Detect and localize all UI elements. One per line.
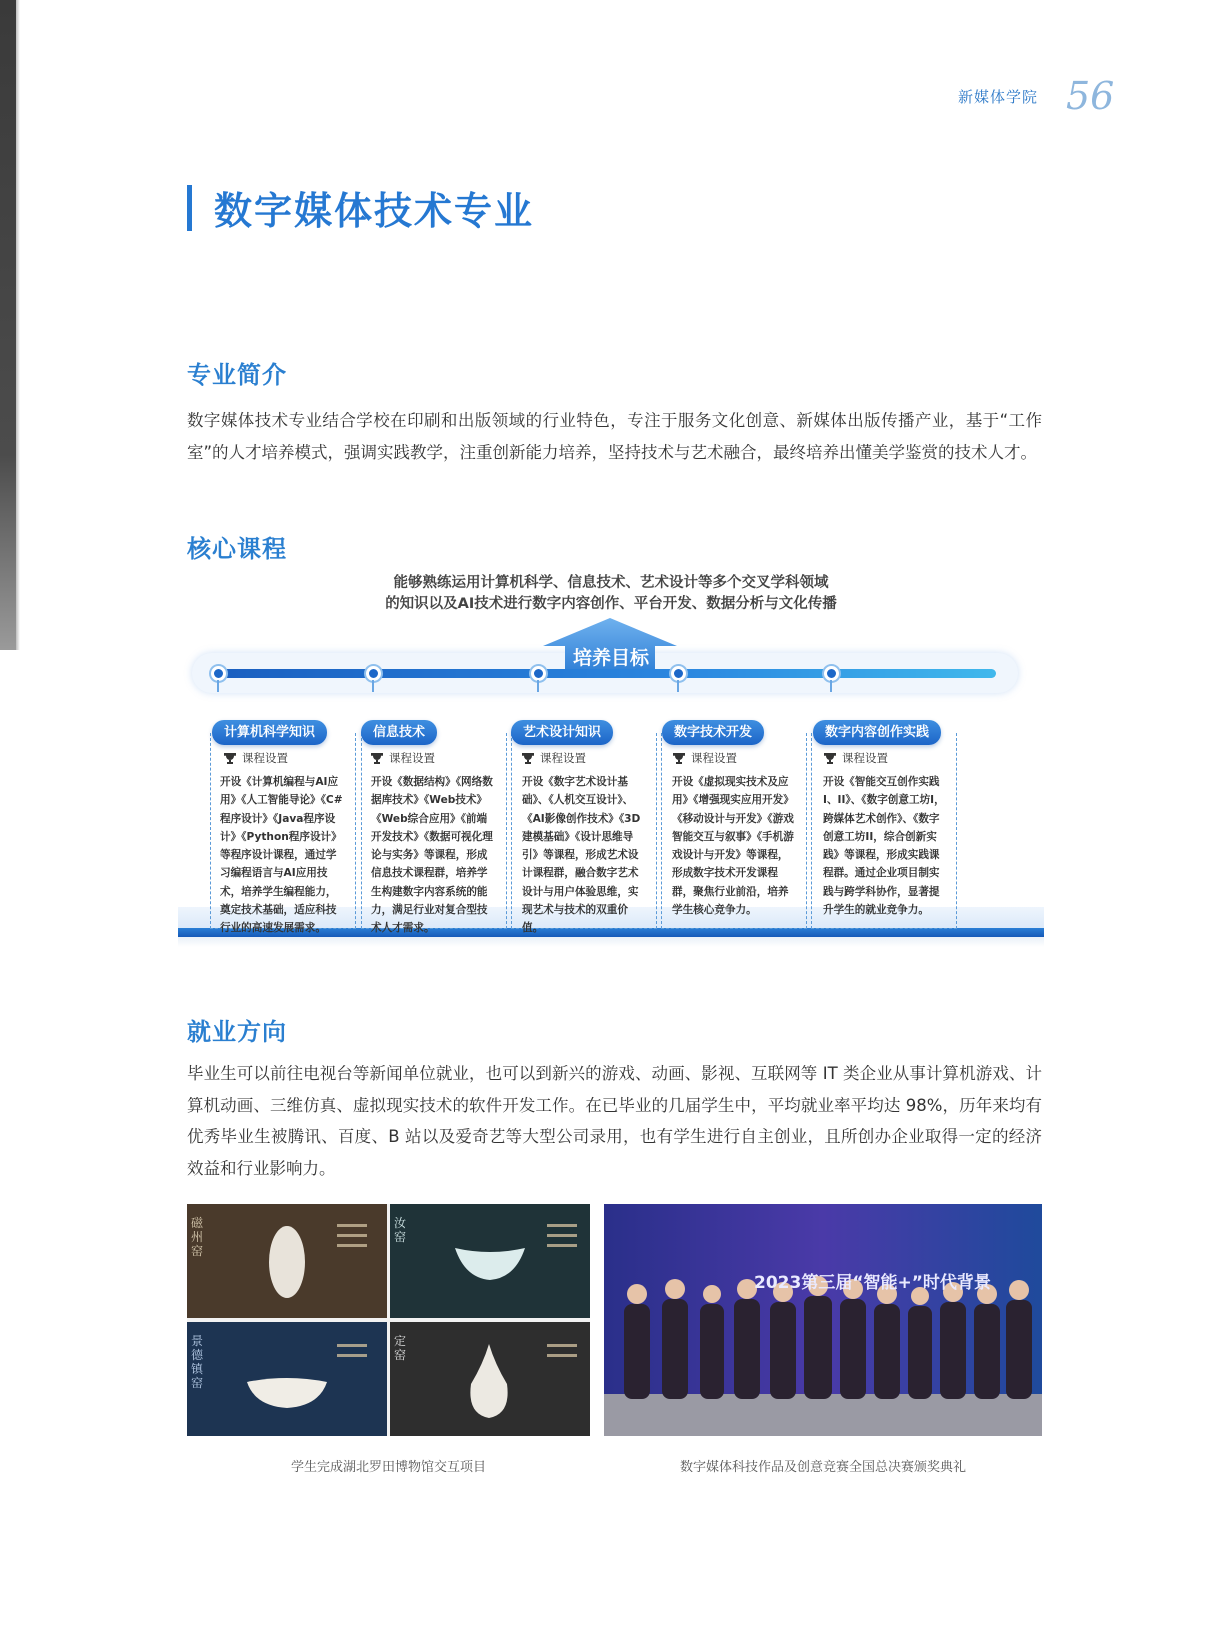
goal-statement <box>186 573 1036 615</box>
timeline-node <box>671 666 686 681</box>
timeline-stem <box>537 680 539 692</box>
collage-panel-label: 景德镇窑 <box>191 1334 204 1390</box>
course-card-title: 计算机科学知识 <box>212 720 327 745</box>
diagram-base-shadow <box>178 937 1044 947</box>
goal-line-1: 能够熟练运用计算机科学、信息技术、艺术设计等多个交叉学科领域 <box>393 575 829 591</box>
course-setting-label <box>371 750 435 766</box>
career-heading: 就业方向 <box>187 1018 287 1046</box>
award-ceremony-image <box>604 1204 1042 1436</box>
timeline-node <box>211 666 226 681</box>
page-title: 数字媒体技术专业 <box>214 189 535 233</box>
career-paragraph: 毕业生可以前往电视台等新闻单位就业，也可以到新兴的游戏、动画、影视、互联网等 IT 类企业从事计算机游戏、计算机动画、三维仿真、虚拟现实技术的软件开发工作。在已毕业的几届学生中，平均就业率平均达 98%，历年来均有优秀毕业生被腾讯、百度、B 站以及爱奇艺等大型公司录用，也有学生进行自主创业，且所创办企业取得一定的经济效益和行业影响力。 <box>187 1064 1042 1178</box>
course-card-text: 开设《计算机编程与AI应用》《人工智能导论》《C#程序设计》《Java程序设计》《Python程序设计》等程序设计课程，通过学习编程语言与AI应用技术，培养学生编程能力，奠定技术基础，适应科技行业的高速发展需求。 <box>220 776 343 935</box>
book-binding-edge <box>0 0 16 650</box>
trophy-icon <box>673 752 685 765</box>
trophy-icon <box>522 752 534 765</box>
timeline-stem <box>677 680 679 692</box>
binding-shadow <box>16 0 20 650</box>
course-setting-text: 课程设置 <box>540 751 586 765</box>
trophy-icon <box>224 752 236 765</box>
intro-paragraph: 数字媒体技术专业结合学校在印刷和出版领域的行业特色，专注于服务文化创意、新媒体出版传播产业，基于“工作室”的人才培养模式，强调实践教学，注重创新能力培养，坚持技术与艺术融合，最终培养出懂美学鉴赏的技术人才。 <box>187 411 1042 462</box>
course-setting-label <box>224 750 288 766</box>
goal-label: 培养目标 <box>572 647 649 669</box>
trophy-icon <box>371 752 383 765</box>
museum-project-collage <box>187 1204 590 1436</box>
intro-heading: 专业简介 <box>187 361 287 389</box>
museum-project-image <box>187 1204 590 1436</box>
course-card-title: 艺术设计知识 <box>511 720 613 745</box>
title-accent-bar <box>187 185 192 231</box>
timeline-stem <box>830 680 832 692</box>
trophy-icon <box>824 752 836 765</box>
course-setting-text: 课程设置 <box>389 751 435 765</box>
course-card-text: 开设《智能交互创作实践I、II》、《数字创意工坊I，跨媒体艺术创作》、《数字创意工坊II，综合创新实践》等课程，形成实践课程群。通过企业项目制实践与跨学科协作，显著提升学生的就业竞争力。 <box>823 776 945 917</box>
collage-panel-label: 定窑 <box>394 1334 407 1362</box>
college-name: 新媒体学院 <box>958 88 1039 106</box>
course-card-text: 开设《虚拟现实技术及应用》《增强现实应用开发》《移动设计与开发》《游戏智能交互与叙事》《手机游戏设计与开发》等课程，形成数字技术开发课程群，聚焦行业前沿，培养学生核心竞争力。 <box>672 776 794 917</box>
right-photo-caption: 数字媒体科技作品及创意竞赛全国总决赛颁奖典礼 <box>679 1460 966 1475</box>
course-card-title: 信息技术 <box>361 720 437 745</box>
timeline-stem <box>372 680 374 692</box>
core-heading: 核心课程 <box>187 535 287 563</box>
collage-panel-label: 磁州窑 <box>191 1216 204 1258</box>
timeline-node <box>824 666 839 681</box>
course-setting-label <box>673 750 737 766</box>
stage-banner-text: 2023第三届“智能+”时代背景 <box>754 1273 991 1293</box>
timeline-node <box>531 666 546 681</box>
course-setting-label <box>522 750 586 766</box>
award-ceremony-photo <box>604 1204 1042 1436</box>
course-card-title: 数字内容创作实践 <box>813 720 941 745</box>
course-card-text: 开设《数据结构》《网络数据库技术》《Web技术》《Web综合应用》《前端开发技术》《数据可视化理论与实务》等课程，形成信息技术课程群，培养学生构建数字内容系统的能力，满足行业对复合型技术人才需求。 <box>371 776 493 935</box>
course-setting-label <box>824 750 888 766</box>
goal-line-2: 的知识以及AI技术进行数字内容创作、平台开发、数据分析与文化传播 <box>385 596 837 612</box>
collage-panel-label: 汝窑 <box>394 1216 407 1244</box>
timeline-stem <box>217 680 219 692</box>
course-setting-text: 课程设置 <box>691 751 737 765</box>
timeline-bar <box>218 669 996 678</box>
page-number: 56 <box>1066 74 1115 118</box>
course-card-text: 开设《数字艺术设计基础》、《人机交互设计》、《AI影像创作技术》《3D建模基础》《设计思维导引》等课程，形成艺术设计课程群，融合数字艺术设计与用户体验思维，实现艺术与技术的双重价值。 <box>522 776 641 935</box>
timeline-node <box>366 666 381 681</box>
course-setting-text: 课程设置 <box>242 751 288 765</box>
course-card-title: 数字技术开发 <box>662 720 764 745</box>
core-course-diagram <box>186 573 1036 973</box>
left-photo-caption: 学生完成湖北罗田博物馆交互项目 <box>290 1460 486 1475</box>
course-setting-text: 课程设置 <box>842 751 888 765</box>
